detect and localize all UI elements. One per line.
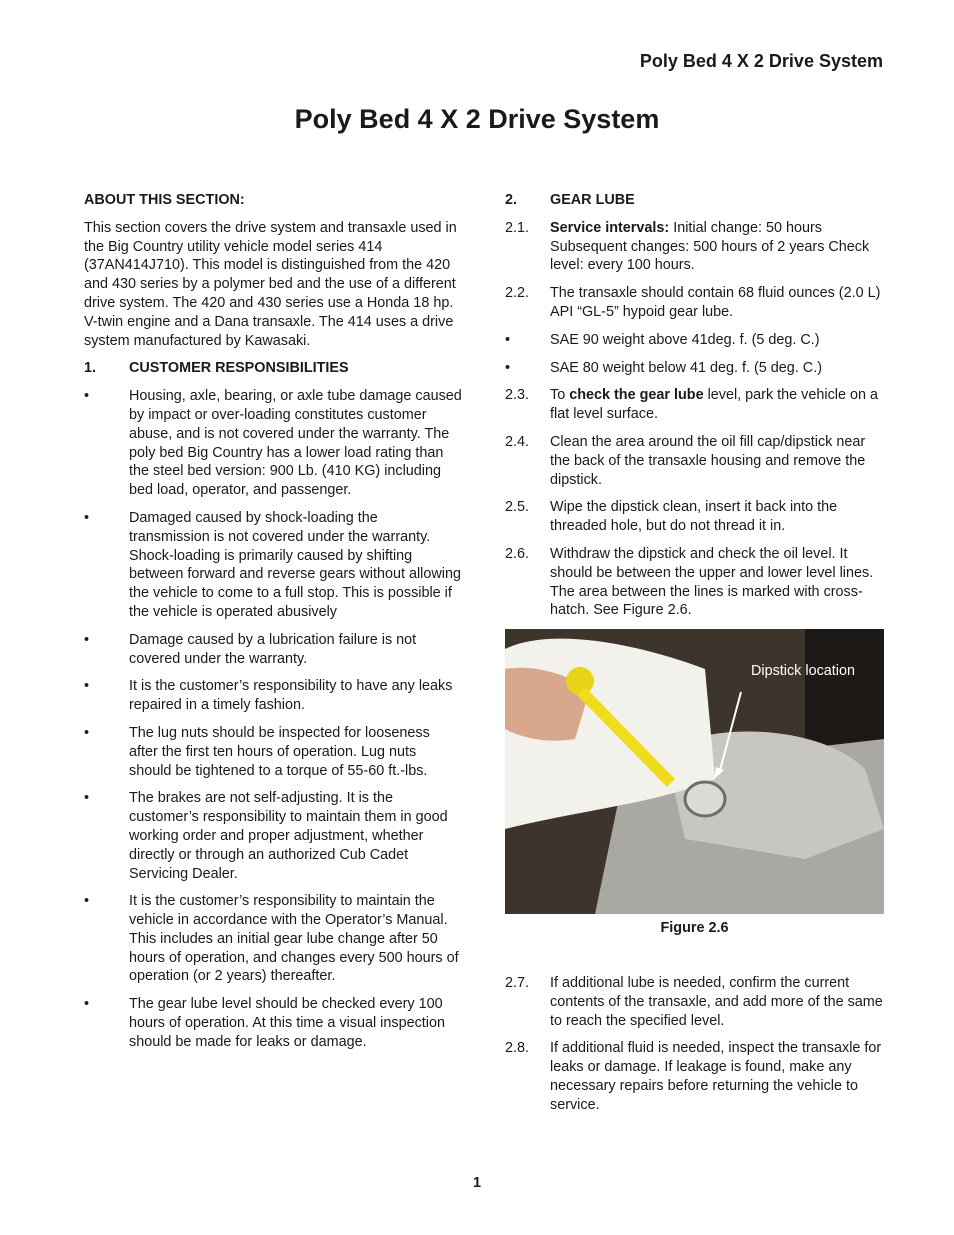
step-number: 2.2. <box>505 285 530 302</box>
list-item <box>84 995 462 1051</box>
step-text <box>550 219 884 275</box>
bullet-marker: • <box>84 678 90 695</box>
step-2-3 <box>505 386 884 424</box>
step-text: Clean the area around the oil fill cap/dipstick near the back of the transaxle housing and remove the dipstick. <box>550 433 866 488</box>
step-number: 2.1. <box>505 219 530 236</box>
about-heading: ABOUT THIS SECTION: <box>84 192 245 208</box>
left-column <box>84 191 462 1061</box>
section-number: 2. <box>505 192 518 208</box>
figure-caption: Figure 2.6 <box>660 920 729 937</box>
page-title: Poly Bed 4 X 2 Drive System <box>294 104 660 134</box>
bullet-marker: • <box>505 331 511 348</box>
step-2-8 <box>505 1039 884 1114</box>
step-rest: Initial change: 50 hours Subsequent changes: 500 hours of 2 years Check level: every 100 hours. <box>550 219 870 274</box>
section-2-heading <box>505 191 884 210</box>
step-number: 2.6. <box>505 545 530 562</box>
bullet-marker: • <box>84 724 90 741</box>
bullet-marker: • <box>84 790 90 807</box>
bullet-text: The brakes are not self-adjusting. It is the customer’s responsibility to maintain them in good working order and proper adjustment, whether directly or through an authorized Cub Cadet Servicing Dealer. <box>129 790 448 882</box>
step-2-6 <box>505 545 884 620</box>
list-item <box>84 677 462 715</box>
step-number: 2.5. <box>505 499 530 516</box>
step-2-5 <box>505 498 884 536</box>
section-1-heading <box>84 359 462 378</box>
step-rest: level, park the vehicle on a flat level surface. <box>550 387 878 423</box>
bullet-text: It is the customer’s responsibility to have any leaks repaired in a timely fashion. <box>129 678 453 714</box>
step-2-4 <box>505 433 884 489</box>
step-2-1 <box>505 219 884 275</box>
step-text: Withdraw the dipstick and check the oil level. It should be between the upper and lower level lines. The area between the lines is marked with cross-hatch. See Figure 2.6. <box>550 545 874 619</box>
list-item <box>505 359 884 378</box>
section-title: GEAR LUBE <box>550 192 635 208</box>
step-number: 2.8. <box>505 1040 530 1057</box>
list-item <box>84 631 462 669</box>
list-item <box>84 789 462 883</box>
step-2-2 <box>505 284 884 322</box>
step-number: 2.3. <box>505 387 530 404</box>
figure-photo <box>505 629 884 914</box>
list-item <box>84 892 462 986</box>
list-item <box>84 724 462 780</box>
bullet-text: The lug nuts should be inspected for looseness after the first ten hours of operation. Lug nuts should be tightened to a torque of 55-60 ft.-lbs. <box>129 724 430 779</box>
about-text: This section covers the drive system and transaxle used in the Big Country utility vehicle model series 414 (37AN414J710). This model is distinguished from the 420 and 430 series by a polymer bed and the use of a different drive system. The 420 and 430 series use a Honda 18 hp. V-twin engine and a Dana transaxle. The 414 uses a drive system manufactured by Kawasaki. <box>84 219 457 349</box>
right-column <box>505 191 884 1124</box>
bullet-marker: • <box>84 996 90 1013</box>
section-title: CUSTOMER RESPONSIBILITIES <box>129 360 349 377</box>
bullet-text: SAE 80 weight below 41 deg. f. (5 deg. C.) <box>550 359 822 376</box>
step-bold: check the gear lube <box>569 387 704 404</box>
bullet-text: The gear lube level should be checked every 100 hours of operation. At this time a visual inspection should be made for leaks or damage. <box>129 996 445 1050</box>
step-number: 2.4. <box>505 433 530 450</box>
bullet-text: Damage caused by a lubrication failure is not covered under the warranty. <box>129 631 417 667</box>
bullet-text: SAE 90 weight above 41deg. f. (5 deg. C.) <box>550 331 820 348</box>
bullet-text: Damaged caused by shock-loading the transmission is not covered under the warranty. Shock-loading is primarily caused by shifting between forward and reverse gears without allowing the vehicle to come to a full stop. This is possible if the vehicle is operated abusively <box>129 509 461 620</box>
dipstick-callout: Dipstick location <box>751 663 855 680</box>
dipstick-cap <box>566 667 594 695</box>
bullet-marker: • <box>84 388 90 405</box>
step-text: If additional fluid is needed, inspect the transaxle for leaks or damage. If leakage is found, make any necessary repairs before returning the vehicle to service. <box>550 1040 882 1113</box>
section-number: 1. <box>84 360 97 377</box>
page-number: 1 <box>472 1175 481 1191</box>
bullet-marker: • <box>84 631 90 648</box>
step-text: Wipe the dipstick clean, insert it back into the threaded hole, but do not thread it in. <box>550 499 838 535</box>
running-header: Poly Bed 4 X 2 Drive System <box>639 51 883 71</box>
step-text <box>550 386 884 424</box>
bullet-marker: • <box>84 509 90 526</box>
step-number: 2.7. <box>505 974 530 991</box>
step-bold: Service intervals: <box>550 219 670 236</box>
list-item <box>505 331 884 350</box>
fill-hole <box>685 782 725 816</box>
step-pre: To <box>550 387 570 404</box>
list-item <box>84 509 462 622</box>
bullet-text: It is the customer’s responsibility to maintain the vehicle in accordance with the Operator’s Manual. This includes an initial gear lube change after 50 hours of operation, and changes every 500 hours of operation (or 2 years) thereafter. <box>129 893 459 985</box>
bullet-marker: • <box>84 893 90 910</box>
step-text: If additional lube is needed, confirm the current contents of the transaxle, and add more of the same to reach the specified level. <box>550 974 883 1029</box>
step-2-7 <box>505 974 884 1030</box>
bullet-text: Housing, axle, bearing, or axle tube damage caused by impact or over-loading constitutes customer abuse, and is not covered under the warranty. The poly bed Big Country has a lower load rating than the steel bed version: 900 Lb. (410 KG) including bed load, operator, and passenger. <box>129 388 462 499</box>
list-item <box>84 387 462 500</box>
bullet-marker: • <box>505 359 511 376</box>
step-text: The transaxle should contain 68 fluid ounces (2.0 L) API “GL-5” hypoid gear lube. <box>550 285 881 320</box>
